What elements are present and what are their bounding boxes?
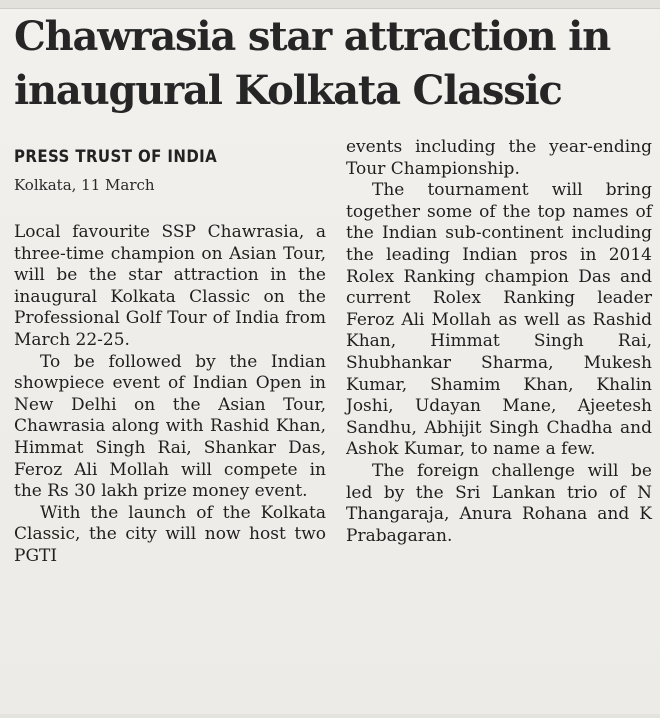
left-column	[14, 222, 326, 568]
headline	[14, 10, 654, 118]
paragraph: To be followed by the Indian showpiece event of Indian Open in New Delhi on the Asian Tour, Chawrasia along with Rashid Khan, Himmat Singh Rai, Shankar Das, Feroz Ali Mollah will compete in the Rs 30 lakh prize money event.	[14, 351, 326, 502]
headline-line-1: Chawrasia star attraction in	[14, 13, 610, 60]
agency-byline: PRESS TRUST OF INDIA	[14, 146, 218, 167]
dateline: Kolkata, 11 March	[14, 176, 155, 194]
headline-line-2: inaugural Kolkata Classic	[14, 67, 562, 114]
clipping-top-edge	[0, 0, 660, 9]
paragraph: With the launch of the Kolkata Classic, the city will now host two PGTI	[14, 502, 326, 566]
clipping-bottom-edge	[0, 714, 660, 718]
right-column	[346, 137, 652, 547]
paragraph: events including the year-ending Tour Championship.	[346, 137, 652, 179]
paragraph: Local favourite SSP Chawrasia, a three-time champion on Asian Tour, will be the star attraction in the inaugural Kolkata Classic on the Professional Golf Tour of India from March 22-25.	[14, 222, 326, 350]
paragraph: The foreign challenge will be led by the Sri Lankan trio of N Thangaraja, Anura Rohana and K Prabagaran.	[346, 460, 652, 546]
paragraph: The tournament will bring together some of the top names of the Indian sub-continent including the leading Indian pros in 2014 Rolex Ranking champion Das and current Rolex Ranking leader Feroz Ali Mollah as well as Rashid Khan, Himmat Singh Rai, Shubhankar Sharma, Mukesh Kumar, Shamim Khan, Khalin Joshi, Udayan Mane, Ajeetesh Sandhu, Abhijit Singh Chadha and Ashok Kumar, to name a few.	[346, 180, 652, 460]
